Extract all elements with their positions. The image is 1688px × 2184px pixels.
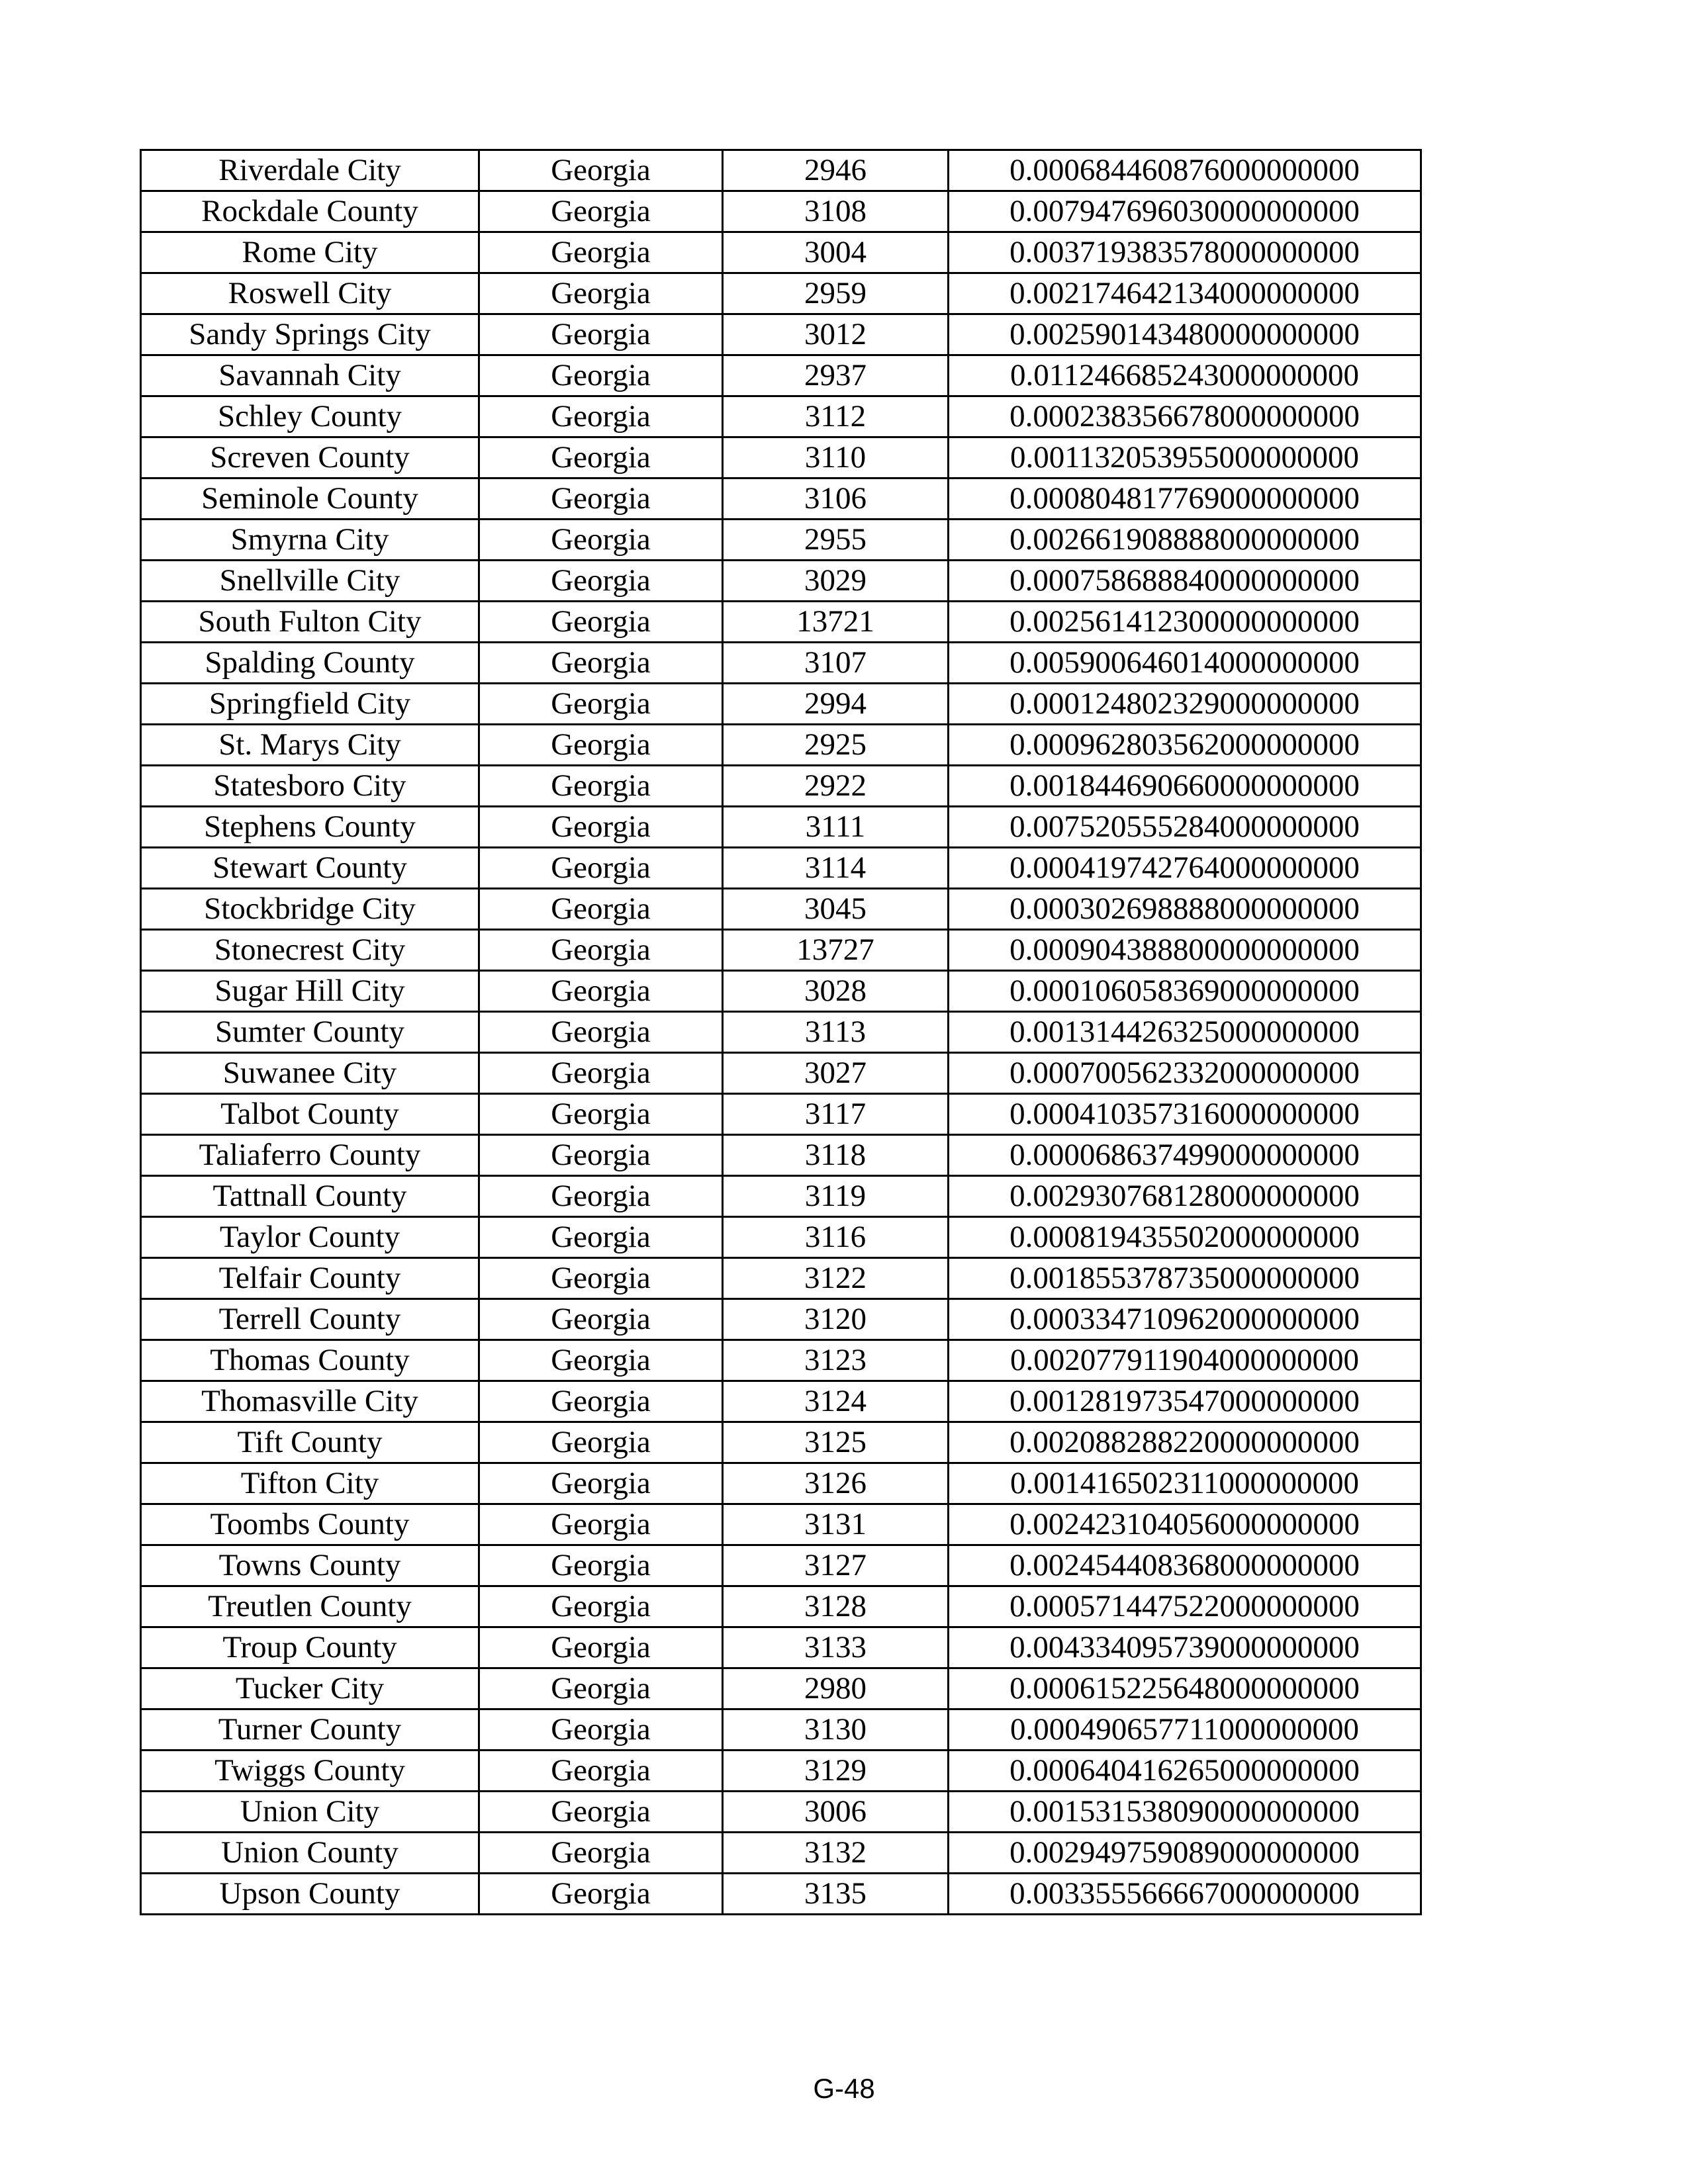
cell-allocation: 0.000615225648000000000 bbox=[949, 1668, 1421, 1709]
cell-state: Georgia bbox=[479, 602, 723, 643]
cell-id: 2922 bbox=[723, 766, 949, 807]
table-row bbox=[141, 1874, 1421, 1915]
cell-allocation: 0.002661908888000000000 bbox=[949, 520, 1421, 561]
table-row bbox=[141, 1504, 1421, 1545]
cell-allocation: 0.002174642134000000000 bbox=[949, 273, 1421, 314]
cell-id: 3116 bbox=[723, 1217, 949, 1258]
table-row bbox=[141, 150, 1421, 191]
cell-government: Tifton City bbox=[141, 1463, 479, 1504]
cell-state: Georgia bbox=[479, 807, 723, 848]
cell-id: 3108 bbox=[723, 191, 949, 232]
table-row bbox=[141, 1299, 1421, 1340]
table-row bbox=[141, 1258, 1421, 1299]
cell-state: Georgia bbox=[479, 643, 723, 684]
cell-id: 3029 bbox=[723, 561, 949, 602]
cell-allocation: 0.002590143480000000000 bbox=[949, 314, 1421, 355]
cell-government: Rockdale County bbox=[141, 191, 479, 232]
table-row bbox=[141, 1094, 1421, 1135]
cell-id: 3120 bbox=[723, 1299, 949, 1340]
cell-state: Georgia bbox=[479, 355, 723, 396]
cell-state: Georgia bbox=[479, 478, 723, 520]
cell-allocation: 0.001416502311000000000 bbox=[949, 1463, 1421, 1504]
cell-state: Georgia bbox=[479, 1299, 723, 1340]
cell-id: 13727 bbox=[723, 930, 949, 971]
cell-id: 2946 bbox=[723, 150, 949, 191]
table-row bbox=[141, 478, 1421, 520]
cell-id: 3124 bbox=[723, 1381, 949, 1422]
table-row bbox=[141, 889, 1421, 930]
cell-allocation: 0.000819435502000000000 bbox=[949, 1217, 1421, 1258]
cell-government: Rome City bbox=[141, 232, 479, 273]
cell-government: Taylor County bbox=[141, 1217, 479, 1258]
cell-government: Taliaferro County bbox=[141, 1135, 479, 1176]
table-row bbox=[141, 848, 1421, 889]
cell-state: Georgia bbox=[479, 1463, 723, 1504]
cell-id: 3045 bbox=[723, 889, 949, 930]
cell-id: 3117 bbox=[723, 1094, 949, 1135]
table-row bbox=[141, 971, 1421, 1012]
cell-id: 3107 bbox=[723, 643, 949, 684]
cell-state: Georgia bbox=[479, 889, 723, 930]
cell-state: Georgia bbox=[479, 1053, 723, 1094]
table-row bbox=[141, 1627, 1421, 1668]
cell-state: Georgia bbox=[479, 1545, 723, 1586]
cell-state: Georgia bbox=[479, 314, 723, 355]
cell-government: Talbot County bbox=[141, 1094, 479, 1135]
cell-id: 3123 bbox=[723, 1340, 949, 1381]
cell-state: Georgia bbox=[479, 1709, 723, 1751]
table-row bbox=[141, 1586, 1421, 1627]
cell-allocation: 0.007947696030000000000 bbox=[949, 191, 1421, 232]
table-row bbox=[141, 1012, 1421, 1053]
cell-allocation: 0.007520555284000000000 bbox=[949, 807, 1421, 848]
table-row bbox=[141, 766, 1421, 807]
table-row bbox=[141, 437, 1421, 478]
cell-allocation: 0.000124802329000000000 bbox=[949, 684, 1421, 725]
cell-allocation: 0.000238356678000000000 bbox=[949, 396, 1421, 437]
cell-allocation: 0.000490657711000000000 bbox=[949, 1709, 1421, 1751]
table-row bbox=[141, 1340, 1421, 1381]
cell-id: 2937 bbox=[723, 355, 949, 396]
table-row bbox=[141, 725, 1421, 766]
cell-state: Georgia bbox=[479, 1668, 723, 1709]
cell-state: Georgia bbox=[479, 1586, 723, 1627]
cell-id: 3110 bbox=[723, 437, 949, 478]
cell-government: Towns County bbox=[141, 1545, 479, 1586]
cell-allocation: 0.002930768128000000000 bbox=[949, 1176, 1421, 1217]
cell-state: Georgia bbox=[479, 1504, 723, 1545]
cell-government: Riverdale City bbox=[141, 150, 479, 191]
cell-id: 2959 bbox=[723, 273, 949, 314]
cell-government: Screven County bbox=[141, 437, 479, 478]
cell-id: 3126 bbox=[723, 1463, 949, 1504]
cell-id: 2925 bbox=[723, 725, 949, 766]
cell-allocation: 0.002561412300000000000 bbox=[949, 602, 1421, 643]
cell-id: 3012 bbox=[723, 314, 949, 355]
cell-government: Snellville City bbox=[141, 561, 479, 602]
table-row bbox=[141, 355, 1421, 396]
cell-government: Turner County bbox=[141, 1709, 479, 1751]
cell-government: Smyrna City bbox=[141, 520, 479, 561]
allocation-table bbox=[140, 149, 1422, 1915]
cell-government: Sugar Hill City bbox=[141, 971, 479, 1012]
cell-government: Tucker City bbox=[141, 1668, 479, 1709]
cell-government: St. Marys City bbox=[141, 725, 479, 766]
cell-state: Georgia bbox=[479, 1012, 723, 1053]
table-row bbox=[141, 643, 1421, 684]
cell-id: 3127 bbox=[723, 1545, 949, 1586]
cell-state: Georgia bbox=[479, 396, 723, 437]
cell-id: 2980 bbox=[723, 1668, 949, 1709]
table-row bbox=[141, 1833, 1421, 1874]
table-row bbox=[141, 314, 1421, 355]
allocation-table-body bbox=[141, 150, 1421, 1915]
cell-state: Georgia bbox=[479, 1340, 723, 1381]
cell-state: Georgia bbox=[479, 191, 723, 232]
cell-id: 3132 bbox=[723, 1833, 949, 1874]
table-row bbox=[141, 1668, 1421, 1709]
cell-government: Stewart County bbox=[141, 848, 479, 889]
page-number: G-48 bbox=[813, 2073, 875, 2104]
cell-allocation: 0.001132053955000000000 bbox=[949, 437, 1421, 478]
cell-government: Spalding County bbox=[141, 643, 479, 684]
table-row bbox=[141, 232, 1421, 273]
cell-id: 3028 bbox=[723, 971, 949, 1012]
cell-state: Georgia bbox=[479, 766, 723, 807]
cell-state: Georgia bbox=[479, 1422, 723, 1463]
cell-state: Georgia bbox=[479, 684, 723, 725]
cell-id: 3131 bbox=[723, 1504, 949, 1545]
cell-id: 3133 bbox=[723, 1627, 949, 1668]
cell-state: Georgia bbox=[479, 1833, 723, 1874]
cell-state: Georgia bbox=[479, 725, 723, 766]
cell-id: 13721 bbox=[723, 602, 949, 643]
cell-allocation: 0.001281973547000000000 bbox=[949, 1381, 1421, 1422]
cell-id: 3135 bbox=[723, 1874, 949, 1915]
table-row bbox=[141, 930, 1421, 971]
cell-allocation: 0.004334095739000000000 bbox=[949, 1627, 1421, 1668]
cell-government: Seminole County bbox=[141, 478, 479, 520]
cell-state: Georgia bbox=[479, 1217, 723, 1258]
cell-government: Schley County bbox=[141, 396, 479, 437]
cell-government: Tattnall County bbox=[141, 1176, 479, 1217]
cell-state: Georgia bbox=[479, 1381, 723, 1422]
cell-state: Georgia bbox=[479, 1792, 723, 1833]
cell-government: Stonecrest City bbox=[141, 930, 479, 971]
cell-id: 3119 bbox=[723, 1176, 949, 1217]
cell-government: Union City bbox=[141, 1792, 479, 1833]
table-row bbox=[141, 1792, 1421, 1833]
cell-government: Telfair County bbox=[141, 1258, 479, 1299]
cell-allocation: 0.002454408368000000000 bbox=[949, 1545, 1421, 1586]
cell-state: Georgia bbox=[479, 1258, 723, 1299]
cell-state: Georgia bbox=[479, 1135, 723, 1176]
cell-id: 2955 bbox=[723, 520, 949, 561]
cell-government: Treutlen County bbox=[141, 1586, 479, 1627]
cell-government: Savannah City bbox=[141, 355, 479, 396]
cell-allocation: 0.000068637499000000000 bbox=[949, 1135, 1421, 1176]
cell-allocation: 0.000804817769000000000 bbox=[949, 478, 1421, 520]
cell-id: 3006 bbox=[723, 1792, 949, 1833]
cell-allocation: 0.000904388800000000000 bbox=[949, 930, 1421, 971]
cell-government: Springfield City bbox=[141, 684, 479, 725]
table-row bbox=[141, 1545, 1421, 1586]
cell-state: Georgia bbox=[479, 930, 723, 971]
cell-government: Thomas County bbox=[141, 1340, 479, 1381]
cell-government: Twiggs County bbox=[141, 1751, 479, 1792]
cell-id: 3130 bbox=[723, 1709, 949, 1751]
cell-allocation: 0.003355566667000000000 bbox=[949, 1874, 1421, 1915]
cell-allocation: 0.003719383578000000000 bbox=[949, 232, 1421, 273]
cell-allocation: 0.000758688840000000000 bbox=[949, 561, 1421, 602]
table-row bbox=[141, 1381, 1421, 1422]
cell-government: Statesboro City bbox=[141, 766, 479, 807]
table-row bbox=[141, 1463, 1421, 1504]
cell-allocation: 0.000410357316000000000 bbox=[949, 1094, 1421, 1135]
table-row bbox=[141, 273, 1421, 314]
cell-state: Georgia bbox=[479, 1751, 723, 1792]
cell-government: Toombs County bbox=[141, 1504, 479, 1545]
cell-id: 3122 bbox=[723, 1258, 949, 1299]
table-row bbox=[141, 396, 1421, 437]
cell-state: Georgia bbox=[479, 971, 723, 1012]
cell-government: Stockbridge City bbox=[141, 889, 479, 930]
cell-allocation: 0.002088288220000000000 bbox=[949, 1422, 1421, 1463]
cell-allocation: 0.000106058369000000000 bbox=[949, 971, 1421, 1012]
table-row bbox=[141, 520, 1421, 561]
cell-allocation: 0.000684460876000000000 bbox=[949, 150, 1421, 191]
cell-state: Georgia bbox=[479, 520, 723, 561]
cell-state: Georgia bbox=[479, 848, 723, 889]
cell-id: 3004 bbox=[723, 232, 949, 273]
table-row bbox=[141, 1176, 1421, 1217]
cell-allocation: 0.001314426325000000000 bbox=[949, 1012, 1421, 1053]
cell-government: South Fulton City bbox=[141, 602, 479, 643]
cell-allocation: 0.001855378735000000000 bbox=[949, 1258, 1421, 1299]
cell-state: Georgia bbox=[479, 1874, 723, 1915]
cell-government: Suwanee City bbox=[141, 1053, 479, 1094]
cell-allocation: 0.000302698888000000000 bbox=[949, 889, 1421, 930]
cell-allocation: 0.002423104056000000000 bbox=[949, 1504, 1421, 1545]
cell-allocation: 0.005900646014000000000 bbox=[949, 643, 1421, 684]
cell-government: Troup County bbox=[141, 1627, 479, 1668]
cell-government: Tift County bbox=[141, 1422, 479, 1463]
cell-government: Sumter County bbox=[141, 1012, 479, 1053]
cell-id: 2994 bbox=[723, 684, 949, 725]
table-row bbox=[141, 1217, 1421, 1258]
cell-id: 3111 bbox=[723, 807, 949, 848]
cell-id: 3112 bbox=[723, 396, 949, 437]
cell-state: Georgia bbox=[479, 232, 723, 273]
cell-government: Sandy Springs City bbox=[141, 314, 479, 355]
cell-allocation: 0.001531538090000000000 bbox=[949, 1792, 1421, 1833]
cell-state: Georgia bbox=[479, 150, 723, 191]
cell-id: 3113 bbox=[723, 1012, 949, 1053]
cell-state: Georgia bbox=[479, 1627, 723, 1668]
cell-government: Stephens County bbox=[141, 807, 479, 848]
table-row bbox=[141, 1135, 1421, 1176]
cell-id: 3125 bbox=[723, 1422, 949, 1463]
table-row bbox=[141, 1422, 1421, 1463]
cell-id: 3128 bbox=[723, 1586, 949, 1627]
cell-government: Roswell City bbox=[141, 273, 479, 314]
cell-government: Thomasville City bbox=[141, 1381, 479, 1422]
cell-allocation: 0.000419742764000000000 bbox=[949, 848, 1421, 889]
cell-allocation: 0.000962803562000000000 bbox=[949, 725, 1421, 766]
cell-id: 3118 bbox=[723, 1135, 949, 1176]
cell-allocation: 0.000700562332000000000 bbox=[949, 1053, 1421, 1094]
cell-state: Georgia bbox=[479, 561, 723, 602]
cell-state: Georgia bbox=[479, 437, 723, 478]
cell-id: 3129 bbox=[723, 1751, 949, 1792]
cell-id: 3027 bbox=[723, 1053, 949, 1094]
cell-state: Georgia bbox=[479, 1176, 723, 1217]
cell-allocation: 0.000571447522000000000 bbox=[949, 1586, 1421, 1627]
table-row bbox=[141, 602, 1421, 643]
cell-allocation: 0.002077911904000000000 bbox=[949, 1340, 1421, 1381]
cell-allocation: 0.011246685243000000000 bbox=[949, 355, 1421, 396]
table-row bbox=[141, 807, 1421, 848]
cell-government: Terrell County bbox=[141, 1299, 479, 1340]
cell-government: Union County bbox=[141, 1833, 479, 1874]
cell-government: Upson County bbox=[141, 1874, 479, 1915]
cell-id: 3106 bbox=[723, 478, 949, 520]
cell-state: Georgia bbox=[479, 1094, 723, 1135]
table-row bbox=[141, 561, 1421, 602]
table-row bbox=[141, 684, 1421, 725]
cell-id: 3114 bbox=[723, 848, 949, 889]
table-row bbox=[141, 191, 1421, 232]
table-row bbox=[141, 1053, 1421, 1094]
cell-allocation: 0.002949759089000000000 bbox=[949, 1833, 1421, 1874]
cell-state: Georgia bbox=[479, 273, 723, 314]
cell-allocation: 0.000334710962000000000 bbox=[949, 1299, 1421, 1340]
cell-allocation: 0.001844690660000000000 bbox=[949, 766, 1421, 807]
table-row bbox=[141, 1751, 1421, 1792]
table-row bbox=[141, 1709, 1421, 1751]
cell-allocation: 0.000640416265000000000 bbox=[949, 1751, 1421, 1792]
